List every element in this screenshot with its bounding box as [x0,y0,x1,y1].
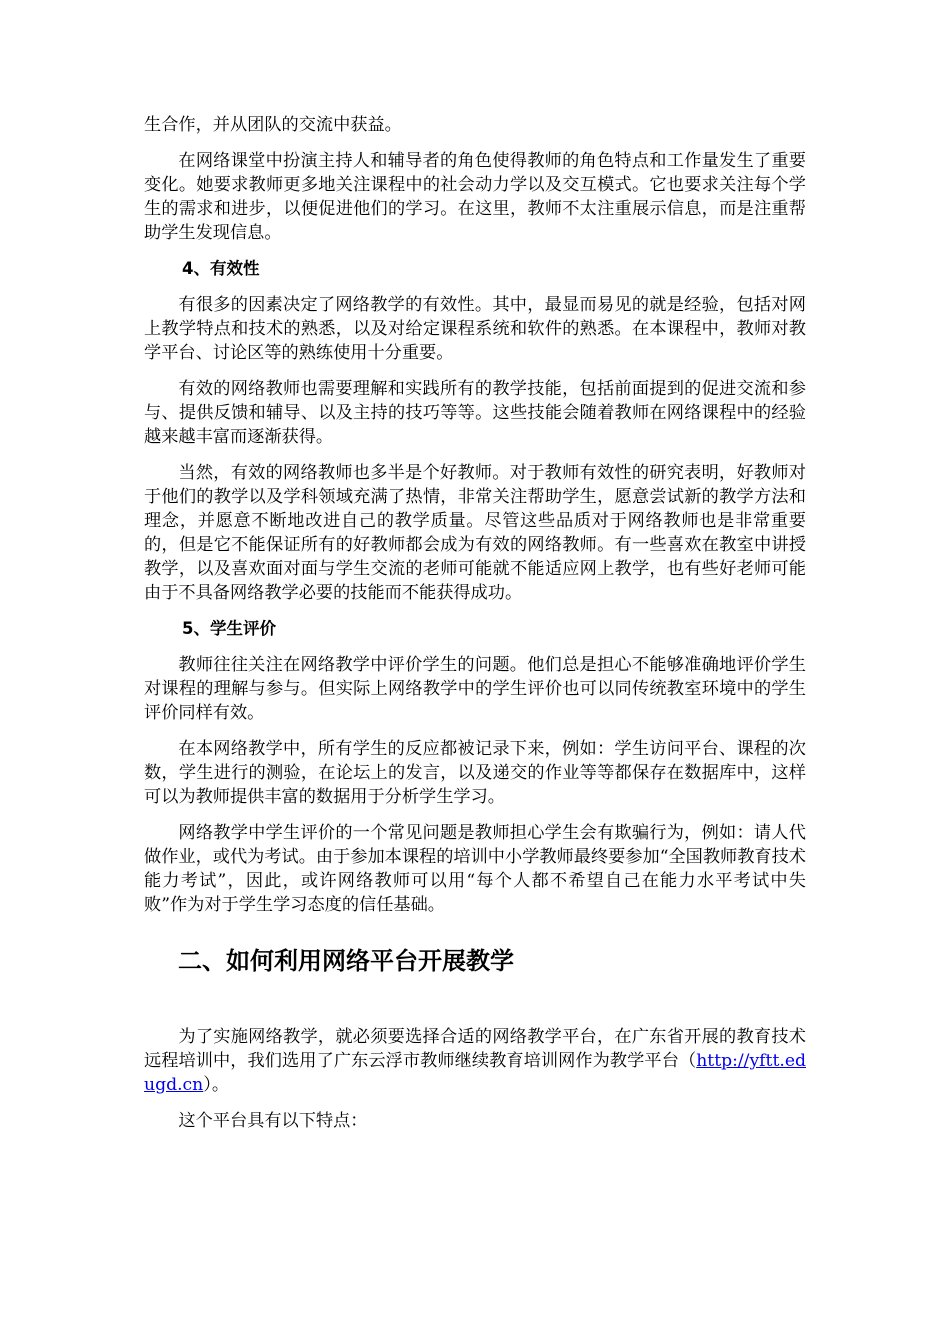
platform-text-after: ）。 [203,1075,230,1095]
paragraph-continuation: 生合作，并从团队的交流中获益。 [144,115,402,135]
platform-text-before: 为了实施网络教学，就必须要选择合适的网络教学平台，在广东省开展的教育技术远程培训中，我们选用了广东云浮市教师继续教育培训网作为教学平台（ [144,1027,806,1071]
paragraph-cheating: 网络教学中学生评价的一个常见问题是教师担心学生会有欺骗行为，例如：请人代做作业，或代为考试。由于参加本课程的培训中小学教师最终要参加“全国教师教育技术能力考试”，因此，或许网络教师可以用“每个人都不希望自己在能力水平考试中失败”作为对于学生学习态度的信任基础。 [144,823,806,915]
paragraph-moderator-role: 在网络课堂中扮演主持人和辅导者的角色使得教师的角色特点和工作量发生了重要变化。她要求教师更多地关注课程中的社会动力学以及交互模式。它也要求关注每个学生的需求和进步，以便促进他们的学习。在这里，教师不太注重展示信息，而是注重帮助学生发现信息。 [144,151,806,243]
paragraph-platform-features: 这个平台具有以下特点： [178,1111,368,1131]
document-page [144,113,806,1145]
paragraph-good-teachers: 当然，有效的网络教师也多半是个好教师。对于教师有效性的研究表明，好教师对于他们的教学以及学科领域充满了热情，非常关注帮助学生，愿意尝试新的教学方法和理念，并愿意不断地改进自己的教学质量。尽管这些品质对于网络教师也是非常重要的，但是它不能保证所有的好教师都会成为有效的网络教师。有一些喜欢在教室中讲授教学，以及喜欢面对面与学生交流的老师可能就不能适应网上教学，也有些好老师可能由于不具备网络教学必要的技能而不能获得成功。 [144,463,806,603]
paragraph-platform-choice [144,1025,806,1097]
paragraph-evaluation-concerns: 教师往往关注在网络教学中评价学生的问题。他们总是担心不能够准确地评价学生对课程的理解与参与。但实际上网络教学中的学生评价也可以同传统教室环境中的学生评价同样有效。 [144,655,806,723]
paragraph-records: 在本网络教学中，所有学生的反应都被记录下来，例如：学生访问平台、课程的次数，学生进行的测验，在论坛上的发言，以及递交的作业等等都保存在数据库中，这样可以为教师提供丰富的数据用于分析学生学习。 [144,739,806,807]
paragraph-effectiveness-factors: 有很多的因素决定了网络教学的有效性。其中，最显而易见的就是经验，包括对网上教学特点和技术的熟悉，以及对给定课程系统和软件的熟悉。在本课程中，教师对教学平台、讨论区等的熟练使用十分重要。 [144,295,806,363]
platform-link[interactable]: http://yftt.edugd.cn [144,1051,806,1095]
section-title: 二、如何利用网络平台开展教学 [178,947,514,975]
subheading-effectiveness: 4、有效性 [182,259,260,278]
subheading-student-evaluation: 5、学生评价 [182,619,276,638]
paragraph-teaching-skills: 有效的网络教师也需要理解和实践所有的教学技能，包括前面提到的促进交流和参与、提供反馈和辅导、以及主持的技巧等等。这些技能会随着教师在网络课程中的经验越来越丰富而逐渐获得。 [144,379,806,447]
